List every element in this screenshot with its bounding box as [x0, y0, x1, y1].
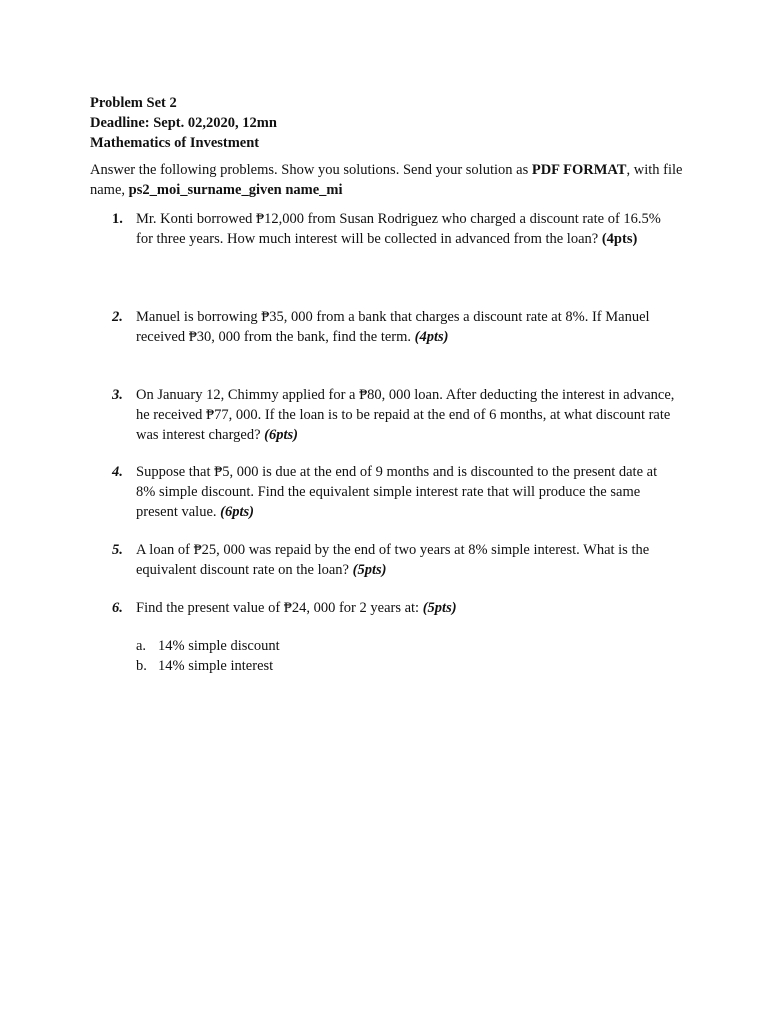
problem-1-points: (4pts) [601, 231, 638, 247]
problem-1-number: 1. [112, 211, 123, 227]
problem-4-body [136, 462, 678, 522]
problem-2 [90, 307, 690, 347]
problem-5-body [136, 540, 678, 580]
problem-6 [90, 598, 690, 618]
instructions-filename: ps2_moi_surname_given name_mi [128, 182, 343, 198]
problem-5-points: (5pts) [352, 562, 387, 578]
instructions-format: PDF FORMAT [531, 162, 627, 178]
problem-6-subitem-a [136, 636, 536, 656]
problem-5-number: 5. [112, 542, 123, 558]
problem-3 [90, 385, 690, 445]
problem-3-text: On January 12, Chimmy applied for a ₱80, 000 loan. After deducting the interest in advance, he received ₱77, 000. If the loan is to be repaid at the end of 6 months, at what discount rate was interest charged? [136, 387, 675, 443]
deadline-line: Deadline: Sept. 02,2020, 12mn [90, 115, 277, 131]
problem-6-body [136, 598, 678, 618]
problem-1 [90, 209, 690, 249]
subitem-b-text: 14% simple interest [158, 658, 274, 674]
problem-4 [90, 462, 690, 522]
problem-6-points: (5pts) [422, 600, 457, 616]
problem-1-body [136, 209, 678, 249]
problem-2-number: 2. [112, 309, 123, 325]
subject-line: Mathematics of Investment [90, 135, 260, 151]
subitem-a-text: 14% simple discount [158, 638, 280, 654]
problem-6-number: 6. [112, 600, 123, 616]
problem-2-text: Manuel is borrowing ₱35, 000 from a bank that charges a discount rate at 8%. If Manuel received ₱30, 000 from the bank, find the term. [136, 309, 650, 345]
problem-5 [90, 540, 690, 580]
problem-5-text: A loan of ₱25, 000 was repaid by the end of two years at 8% simple interest. What is the equivalent discount rate on the loan? [136, 542, 650, 578]
problem-6-text: Find the present value of ₱24, 000 for 2 years at: [136, 600, 423, 616]
document-header [90, 93, 690, 153]
problem-4-number: 4. [112, 464, 123, 480]
instructions-paragraph [90, 160, 690, 200]
problem-2-body [136, 307, 678, 347]
problem-1-text: Mr. Konti borrowed ₱12,000 from Susan Rodriguez who charged a discount rate of 16.5% for three years. How much interest will be collected in advanced from the loan? [136, 211, 661, 247]
subitem-a-letter: a. [136, 638, 147, 654]
problem-6-sublist [136, 636, 536, 676]
problem-6-subitem-b [136, 656, 536, 676]
problem-2-points: (4pts) [414, 329, 449, 345]
problem-set-title: Problem Set 2 [90, 95, 177, 111]
problem-4-text: Suppose that ₱5, 000 is due at the end of 9 months and is discounted to the present date at 8% simple discount. Find the equivalent simple interest rate that will produce the same present value. [136, 464, 658, 520]
problem-3-points: (6pts) [264, 427, 299, 443]
instructions-text-2: , with file name, [90, 162, 683, 198]
problem-3-number: 3. [112, 387, 123, 403]
problem-3-body [136, 385, 678, 445]
subitem-b-letter: b. [136, 658, 147, 674]
problem-4-points: (6pts) [220, 504, 254, 520]
instructions-text-1: Answer the following problems. Show you solutions. Send your solution as [90, 162, 532, 178]
